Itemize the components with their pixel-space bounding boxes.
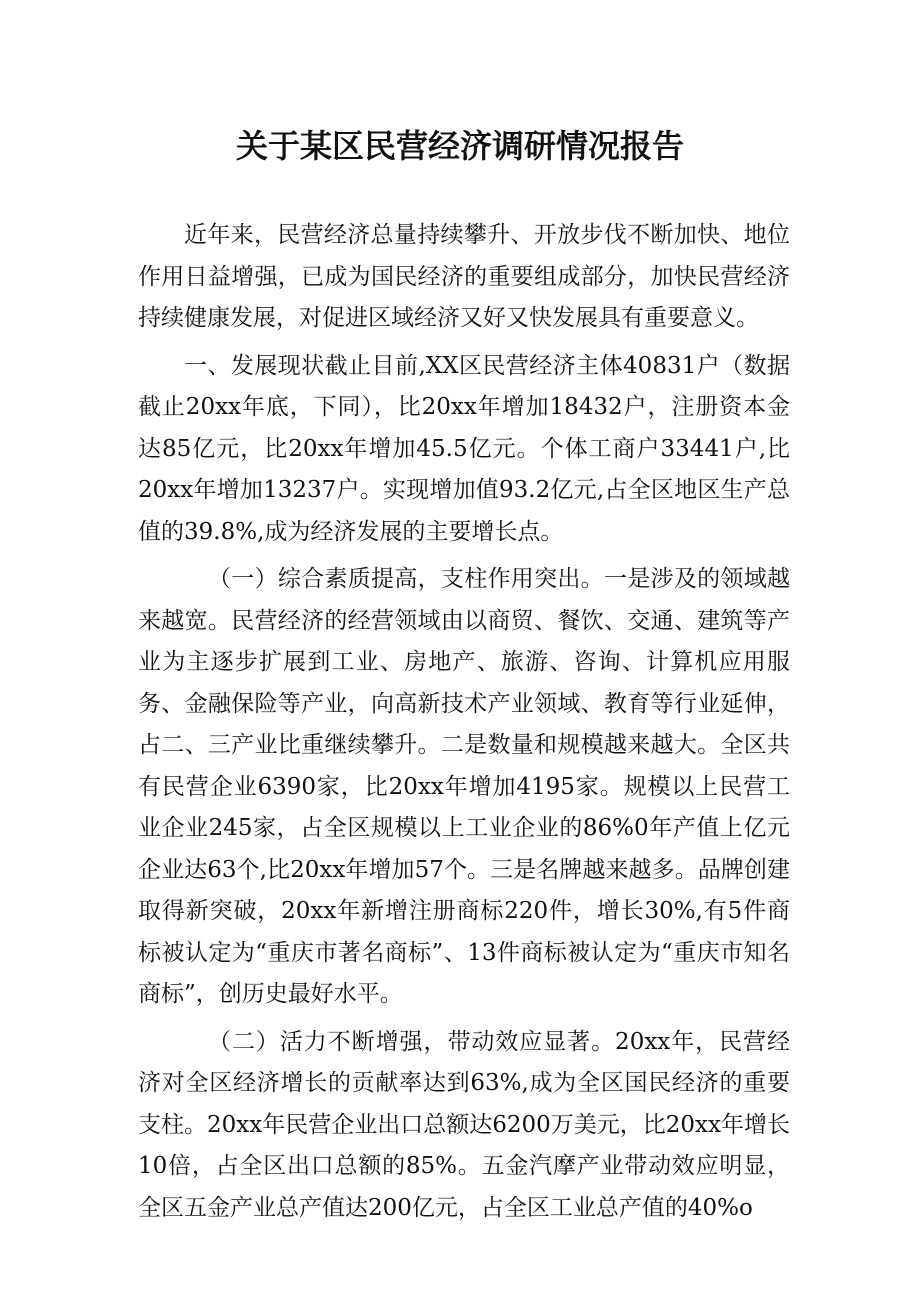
paragraph-intro: 近年来，民营经济总量持续攀升、开放步伐不断加快、地位作用日益增强，已成为国民经济的重要组成部分，加快民营经济持续健康发展，对促进区域经济又好又快发展具有重要意义。 bbox=[138, 222, 790, 331]
paragraph-section-two: （二）活力不断增强，带动效应显著。20xx年，民营经济对全区经济增长的贡献率达到63%,成为全区国民经济的重要支柱。20xx年民营企业出口总额达6200万美元，比20xx年增长10倍，占全区出口总额的85%。五金汽摩产业带动效应明显，全区五金产业总产值达200亿元，占全区工业总产值的40%o bbox=[138, 1028, 790, 1221]
document-title: 关于某区民营经济调研情况报告 bbox=[235, 127, 684, 165]
paragraph-development-status: 一、发展现状截止目前,XX区民营经济主体40831户（数据截止20xx年底，下同），比20xx年增加18432户，注册资本金达85亿元，比20xx年增加45.5亿元。个体工商户33441户,比20xx年增加13237户。实现增加值93.2亿元,占全区地区生产总值的39.8%,成为经济发展的主要增长点。 bbox=[138, 352, 790, 545]
document-body bbox=[138, 215, 790, 1235]
paragraph-section-one: （一）综合素质提高，支柱作用突出。一是涉及的领域越来越宽。民营经济的经营领域由以商贸、餐饮、交通、建筑等产业为主逐步扩展到工业、房地产、旅游、咨询、计算机应用服务、金融保险等产业，向高新技术产业领域、教育等行业延伸，占二、三产业比重继续攀升。二是数量和规模越来越大。全区共有民营企业6390家，比20xx年增加4195家。规模以上民营工业企业245家，占全区规模以上工业企业的86%0年产值上亿元企业达63个,比20xx年增加57个。三是名牌越来越多。品牌创建取得新突破，20xx年新增注册商标220件，增长30%,有5件商标被认定为“重庆市著名商标”、13件商标被认定为“重庆市知名商标”，创历史最好水平。 bbox=[138, 566, 790, 1007]
